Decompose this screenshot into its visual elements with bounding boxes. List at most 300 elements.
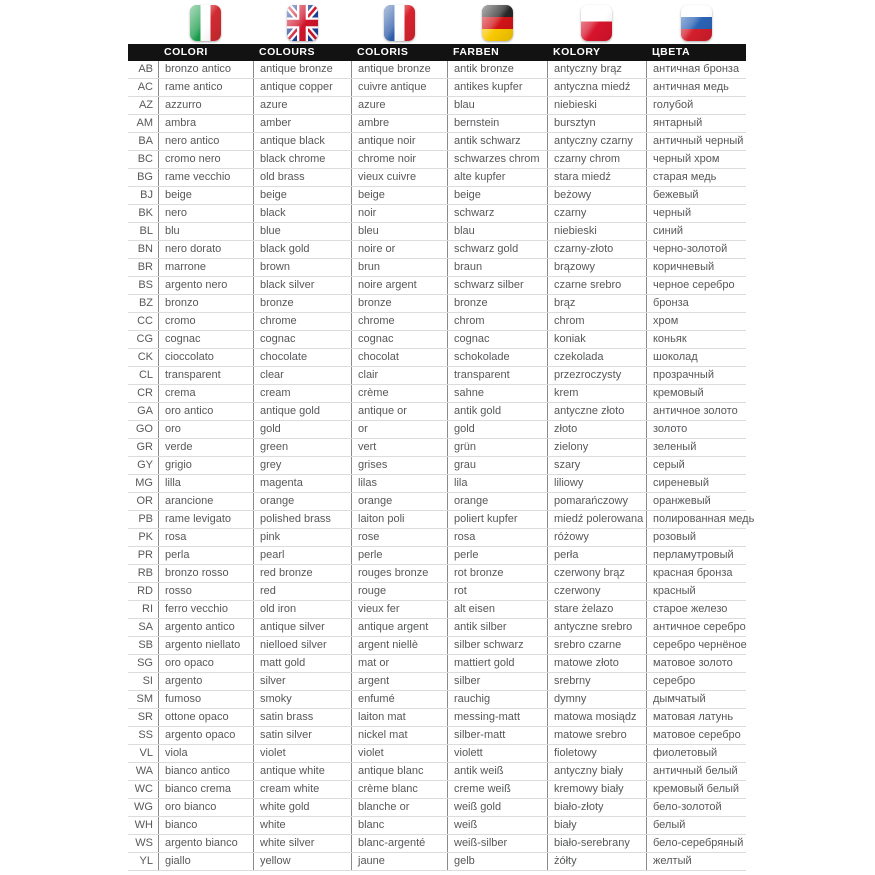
french-cell: antique blanc — [351, 763, 447, 780]
code-cell: RI — [142, 603, 153, 615]
code-cell: SM — [136, 693, 153, 705]
german-cell: cognac — [447, 331, 547, 348]
italian-cell: argento nero — [158, 277, 253, 294]
german-cell: grau — [447, 457, 547, 474]
french-cell: antique bronze — [351, 61, 447, 78]
table-row — [128, 565, 746, 583]
french-cell: blanche or — [351, 799, 447, 816]
column-header-farben: FARBEN — [453, 46, 500, 58]
italian-cell: rosa — [158, 529, 253, 546]
german-cell: rauchig — [447, 691, 547, 708]
french-cell: bleu — [351, 223, 447, 240]
french-cell: laiton mat — [351, 709, 447, 726]
code-cell: PB — [138, 513, 153, 525]
russian-cell: серебро — [646, 673, 746, 690]
code-cell: GO — [135, 423, 153, 435]
table-row — [128, 655, 746, 673]
german-cell: gelb — [447, 853, 547, 870]
polish-cell: kremowy biały — [547, 781, 646, 798]
german-cell: violett — [447, 745, 547, 762]
italian-cell: rame levigato — [158, 511, 253, 528]
french-cell: antique or — [351, 403, 447, 420]
polish-cell: koniak — [547, 331, 646, 348]
polish-cell: srebro czarne — [547, 637, 646, 654]
english-cell: black chrome — [253, 151, 351, 168]
italian-cell: bronzo — [158, 295, 253, 312]
italian-cell: nero dorato — [158, 241, 253, 258]
italian-cell: nero — [158, 205, 253, 222]
german-cell: silber — [447, 673, 547, 690]
english-cell: white — [253, 817, 351, 834]
russian-cell: коньяк — [646, 331, 746, 348]
code-cell: WH — [134, 819, 153, 831]
polish-cell: antyczna miedź — [547, 79, 646, 96]
table-row — [128, 511, 755, 529]
table-row — [128, 457, 746, 475]
polish-cell: liliowy — [547, 475, 646, 492]
polish-cell: brąz — [547, 295, 646, 312]
german-cell: mattiert gold — [447, 655, 547, 672]
table-row — [128, 763, 746, 781]
german-cell: weiß — [447, 817, 547, 834]
code-cell: MG — [135, 477, 153, 489]
table-row — [128, 151, 746, 169]
french-cell: noir — [351, 205, 447, 222]
russian-cell: кремовый — [646, 385, 746, 402]
english-cell: brown — [253, 259, 351, 276]
italian-cell: viola — [158, 745, 253, 762]
english-cell: amber — [253, 115, 351, 132]
russian-cell: красная бронза — [646, 565, 746, 582]
german-cell: rot bronze — [447, 565, 547, 582]
table-row — [128, 835, 746, 853]
italian-cell: ottone opaco — [158, 709, 253, 726]
russian-cell: фиолетовый — [646, 745, 746, 762]
polish-cell: przezroczysty — [547, 367, 646, 384]
table-row — [128, 439, 746, 457]
russian-cell: бело-золотой — [646, 799, 746, 816]
polish-cell: stare żelazo — [547, 601, 646, 618]
code-cell: BC — [137, 153, 153, 165]
polish-cell: pomarańczowy — [547, 493, 646, 510]
russian-cell: желтый — [646, 853, 746, 870]
flag-row — [128, 0, 746, 44]
german-cell: rosa — [447, 529, 547, 546]
french-cell: rose — [351, 529, 447, 546]
polish-cell: krem — [547, 385, 646, 402]
german-cell: bronze — [447, 295, 547, 312]
italian-cell: argento — [158, 673, 253, 690]
italian-cell: argento opaco — [158, 727, 253, 744]
english-cell: satin brass — [253, 709, 351, 726]
russian-cell: черное серебро — [646, 277, 746, 294]
german-cell: sahne — [447, 385, 547, 402]
code-cell: WG — [134, 801, 153, 813]
german-cell: antikes kupfer — [447, 79, 547, 96]
code-cell: CG — [136, 333, 153, 345]
russian-cell: золото — [646, 421, 746, 438]
code-cell: CC — [137, 315, 153, 327]
english-cell: grey — [253, 457, 351, 474]
code-cell: AM — [136, 117, 153, 129]
column-header-code — [128, 44, 158, 61]
french-cell: cuivre antique — [351, 79, 447, 96]
polish-cell: czarny chrom — [547, 151, 646, 168]
code-cell: PK — [138, 531, 153, 543]
polish-cell: fioletowy — [547, 745, 646, 762]
english-cell: chocolate — [253, 349, 351, 366]
italian-cell: blu — [158, 223, 253, 240]
russian-cell: античный белый — [646, 763, 746, 780]
italian-cell: cioccolato — [158, 349, 253, 366]
polish-cell: perła — [547, 547, 646, 564]
code-cell: BK — [138, 207, 153, 219]
polish-cell: niebieski — [547, 97, 646, 114]
russian-cell: бело-серебряный — [646, 835, 746, 852]
italian-cell: cromo nero — [158, 151, 253, 168]
color-translation-table — [128, 0, 755, 871]
polish-cell: matowe złoto — [547, 655, 646, 672]
table-row — [128, 673, 746, 691]
german-cell: silber schwarz — [447, 637, 547, 654]
polish-cell: antyczne złoto — [547, 403, 646, 420]
code-cell: SR — [137, 711, 153, 723]
english-cell: chrome — [253, 313, 351, 330]
russia-flag-icon — [681, 5, 712, 41]
russian-cell: черный — [646, 205, 746, 222]
table-row — [128, 367, 746, 385]
table-row — [128, 745, 746, 763]
russian-cell: черный хром — [646, 151, 746, 168]
english-cell: black silver — [253, 277, 351, 294]
table-row — [128, 691, 746, 709]
german-cell: transparent — [447, 367, 547, 384]
french-cell: noire or — [351, 241, 447, 258]
polish-cell: brązowy — [547, 259, 646, 276]
table-row — [128, 277, 746, 295]
italian-cell: marrone — [158, 259, 253, 276]
polish-cell: bursztyn — [547, 115, 646, 132]
russian-cell: оранжевый — [646, 493, 746, 510]
italian-cell: lilla — [158, 475, 253, 492]
english-cell: old iron — [253, 601, 351, 618]
german-cell: weiß gold — [447, 799, 547, 816]
italian-cell: grigio — [158, 457, 253, 474]
french-cell: blanc — [351, 817, 447, 834]
table-row — [128, 97, 746, 115]
polish-cell: zielony — [547, 439, 646, 456]
russian-cell: античная бронза — [646, 61, 746, 78]
russian-cell: бронза — [646, 295, 746, 312]
english-cell: pink — [253, 529, 351, 546]
english-cell: polished brass — [253, 511, 351, 528]
russian-cell: серебро чернёное — [646, 637, 746, 654]
russian-cell: красный — [646, 583, 746, 600]
table-header-row — [128, 44, 746, 61]
table-row — [128, 349, 746, 367]
italian-cell: crema — [158, 385, 253, 402]
english-cell: gold — [253, 421, 351, 438]
table-row — [128, 223, 746, 241]
column-header-cveta: ЦВЕТА — [652, 46, 691, 58]
russian-cell: бежевый — [646, 187, 746, 204]
english-cell: smoky — [253, 691, 351, 708]
french-cell: brun — [351, 259, 447, 276]
english-cell: magenta — [253, 475, 351, 492]
table-row — [128, 403, 746, 421]
french-cell: or — [351, 421, 447, 438]
code-cell: WS — [135, 837, 153, 849]
italian-cell: perla — [158, 547, 253, 564]
russian-cell: черно-золотой — [646, 241, 746, 258]
russian-cell: старое железо — [646, 601, 746, 618]
french-cell: mat or — [351, 655, 447, 672]
italian-cell: bianco — [158, 817, 253, 834]
italian-cell: bronzo rosso — [158, 565, 253, 582]
german-cell: creme weiß — [447, 781, 547, 798]
german-cell: silber-matt — [447, 727, 547, 744]
polish-cell: srebrny — [547, 673, 646, 690]
french-cell: chocolat — [351, 349, 447, 366]
russian-cell: коричневый — [646, 259, 746, 276]
french-cell: vieux fer — [351, 601, 447, 618]
russian-cell: розовый — [646, 529, 746, 546]
german-cell: antik schwarz — [447, 133, 547, 150]
german-cell: bernstein — [447, 115, 547, 132]
french-cell: chrome — [351, 313, 447, 330]
english-cell: orange — [253, 493, 351, 510]
english-cell: cognac — [253, 331, 351, 348]
russian-cell: матовое серебро — [646, 727, 746, 744]
code-cell: SI — [142, 675, 153, 687]
french-cell: bronze — [351, 295, 447, 312]
germany-flag-icon — [482, 5, 513, 41]
polish-cell: antyczny biały — [547, 763, 646, 780]
italian-cell: arancione — [158, 493, 253, 510]
table-row — [128, 331, 746, 349]
code-cell: YL — [139, 855, 153, 867]
russian-cell: античный черный — [646, 133, 746, 150]
russian-cell: зеленый — [646, 439, 746, 456]
table-row — [128, 475, 746, 493]
code-cell: BL — [139, 225, 153, 237]
english-cell: red bronze — [253, 565, 351, 582]
table-row — [128, 529, 746, 547]
german-cell: antik bronze — [447, 61, 547, 78]
russian-cell: старая медь — [646, 169, 746, 186]
italian-cell: rame vecchio — [158, 169, 253, 186]
table-row — [128, 601, 746, 619]
russian-cell: античное серебро — [646, 619, 746, 636]
english-cell: silver — [253, 673, 351, 690]
english-cell: black gold — [253, 241, 351, 258]
russian-cell: серый — [646, 457, 746, 474]
code-cell: BJ — [140, 189, 153, 201]
russian-cell: кремовый белый — [646, 781, 746, 798]
german-cell: messing-matt — [447, 709, 547, 726]
german-cell: blau — [447, 223, 547, 240]
english-cell: blue — [253, 223, 351, 240]
table-row — [128, 133, 746, 151]
table-row — [128, 637, 746, 655]
italian-cell: bianco antico — [158, 763, 253, 780]
code-cell: BZ — [138, 297, 153, 309]
polish-cell: czarne srebro — [547, 277, 646, 294]
german-cell: weiß-silber — [447, 835, 547, 852]
german-cell: alt eisen — [447, 601, 547, 618]
french-cell: azure — [351, 97, 447, 114]
russian-cell: прозрачный — [646, 367, 746, 384]
french-cell: nickel mat — [351, 727, 447, 744]
french-cell: crème — [351, 385, 447, 402]
french-cell: enfumé — [351, 691, 447, 708]
german-cell: beige — [447, 187, 547, 204]
russian-cell: хром — [646, 313, 746, 330]
code-cell: SG — [137, 657, 153, 669]
italian-cell: fumoso — [158, 691, 253, 708]
code-cell: BG — [137, 171, 153, 183]
table-row — [128, 583, 746, 601]
code-cell: SB — [138, 639, 153, 651]
polish-cell: czarny-złoto — [547, 241, 646, 258]
code-cell: BA — [138, 135, 153, 147]
russian-cell: дымчатый — [646, 691, 746, 708]
french-cell: lilas — [351, 475, 447, 492]
french-cell: argent — [351, 673, 447, 690]
polish-cell: miedź polerowana — [547, 511, 646, 528]
german-cell: orange — [447, 493, 547, 510]
polish-cell: różowy — [547, 529, 646, 546]
english-cell: azure — [253, 97, 351, 114]
code-cell: BS — [138, 279, 153, 291]
german-cell: schwarzes chrom — [447, 151, 547, 168]
russian-cell: полированная медь — [646, 511, 746, 528]
french-cell: violet — [351, 745, 447, 762]
code-cell: WA — [135, 765, 153, 777]
polish-cell: chrom — [547, 313, 646, 330]
code-cell: GR — [136, 441, 153, 453]
english-cell: antique copper — [253, 79, 351, 96]
polish-cell: żółty — [547, 853, 646, 870]
russian-cell: перламутровый — [646, 547, 746, 564]
french-cell: chrome noir — [351, 151, 447, 168]
table-row — [128, 727, 746, 745]
table-row — [128, 817, 746, 835]
polish-cell: antyczny brąz — [547, 61, 646, 78]
polish-cell: czerwony brąz — [547, 565, 646, 582]
code-cell: BR — [137, 261, 153, 273]
german-cell: schwarz — [447, 205, 547, 222]
german-cell: braun — [447, 259, 547, 276]
german-cell: perle — [447, 547, 547, 564]
table-row — [128, 799, 746, 817]
french-cell: rouges bronze — [351, 565, 447, 582]
french-cell: argent niellè — [351, 637, 447, 654]
german-cell: antik weiß — [447, 763, 547, 780]
french-cell: antique argent — [351, 619, 447, 636]
column-header-kolory: KOLORY — [553, 46, 601, 58]
france-flag-icon — [384, 5, 415, 41]
german-cell: schokolade — [447, 349, 547, 366]
russian-cell: матовое золото — [646, 655, 746, 672]
italian-cell: rame antico — [158, 79, 253, 96]
italian-cell: azzurro — [158, 97, 253, 114]
polish-cell: stara miedź — [547, 169, 646, 186]
russian-cell: матовая латунь — [646, 709, 746, 726]
table-row — [128, 619, 746, 637]
code-cell: AC — [137, 81, 153, 93]
italian-cell: nero antico — [158, 133, 253, 150]
code-cell: WC — [134, 783, 153, 795]
russian-cell: античное золото — [646, 403, 746, 420]
french-cell: perle — [351, 547, 447, 564]
english-cell: beige — [253, 187, 351, 204]
table-row — [128, 61, 746, 79]
table-row — [128, 169, 746, 187]
french-cell: crème blanc — [351, 781, 447, 798]
english-cell: green — [253, 439, 351, 456]
code-cell: RD — [137, 585, 153, 597]
table-row — [128, 493, 746, 511]
russian-cell: белый — [646, 817, 746, 834]
polish-cell: szary — [547, 457, 646, 474]
polish-cell: dymny — [547, 691, 646, 708]
italian-cell: argento bianco — [158, 835, 253, 852]
english-cell: white gold — [253, 799, 351, 816]
french-cell: ambre — [351, 115, 447, 132]
column-header-coloris: COLORIS — [357, 46, 409, 58]
russian-cell: янтарный — [646, 115, 746, 132]
polish-cell: antyczne srebro — [547, 619, 646, 636]
french-cell: cognac — [351, 331, 447, 348]
polish-cell: matowe srebro — [547, 727, 646, 744]
french-cell: blanc-argenté — [351, 835, 447, 852]
polish-cell: biały — [547, 817, 646, 834]
italian-cell: oro antico — [158, 403, 253, 420]
english-cell: cream white — [253, 781, 351, 798]
german-cell: lila — [447, 475, 547, 492]
english-cell: antique silver — [253, 619, 351, 636]
french-cell: noire argent — [351, 277, 447, 294]
italian-cell: rosso — [158, 583, 253, 600]
french-cell: laiton poli — [351, 511, 447, 528]
table-row — [128, 205, 746, 223]
english-cell: nielloed silver — [253, 637, 351, 654]
italian-cell: giallo — [158, 853, 253, 870]
german-cell: rot — [447, 583, 547, 600]
english-cell: red — [253, 583, 351, 600]
table-row — [128, 421, 746, 439]
code-cell: GA — [137, 405, 153, 417]
italian-cell: verde — [158, 439, 253, 456]
code-cell: AZ — [138, 99, 153, 111]
german-cell: alte kupfer — [447, 169, 547, 186]
russian-cell: голубой — [646, 97, 746, 114]
english-cell: cream — [253, 385, 351, 402]
polish-cell: czarny — [547, 205, 646, 222]
code-cell: SA — [138, 621, 153, 633]
italian-cell: argento niellato — [158, 637, 253, 654]
code-cell: CL — [138, 369, 153, 381]
english-cell: yellow — [253, 853, 351, 870]
polish-cell: beżowy — [547, 187, 646, 204]
column-header-colours: COLOURS — [259, 46, 315, 58]
russian-cell: синий — [646, 223, 746, 240]
italian-cell: cromo — [158, 313, 253, 330]
russian-cell: шоколад — [646, 349, 746, 366]
german-cell: antik gold — [447, 403, 547, 420]
italian-cell: oro bianco — [158, 799, 253, 816]
